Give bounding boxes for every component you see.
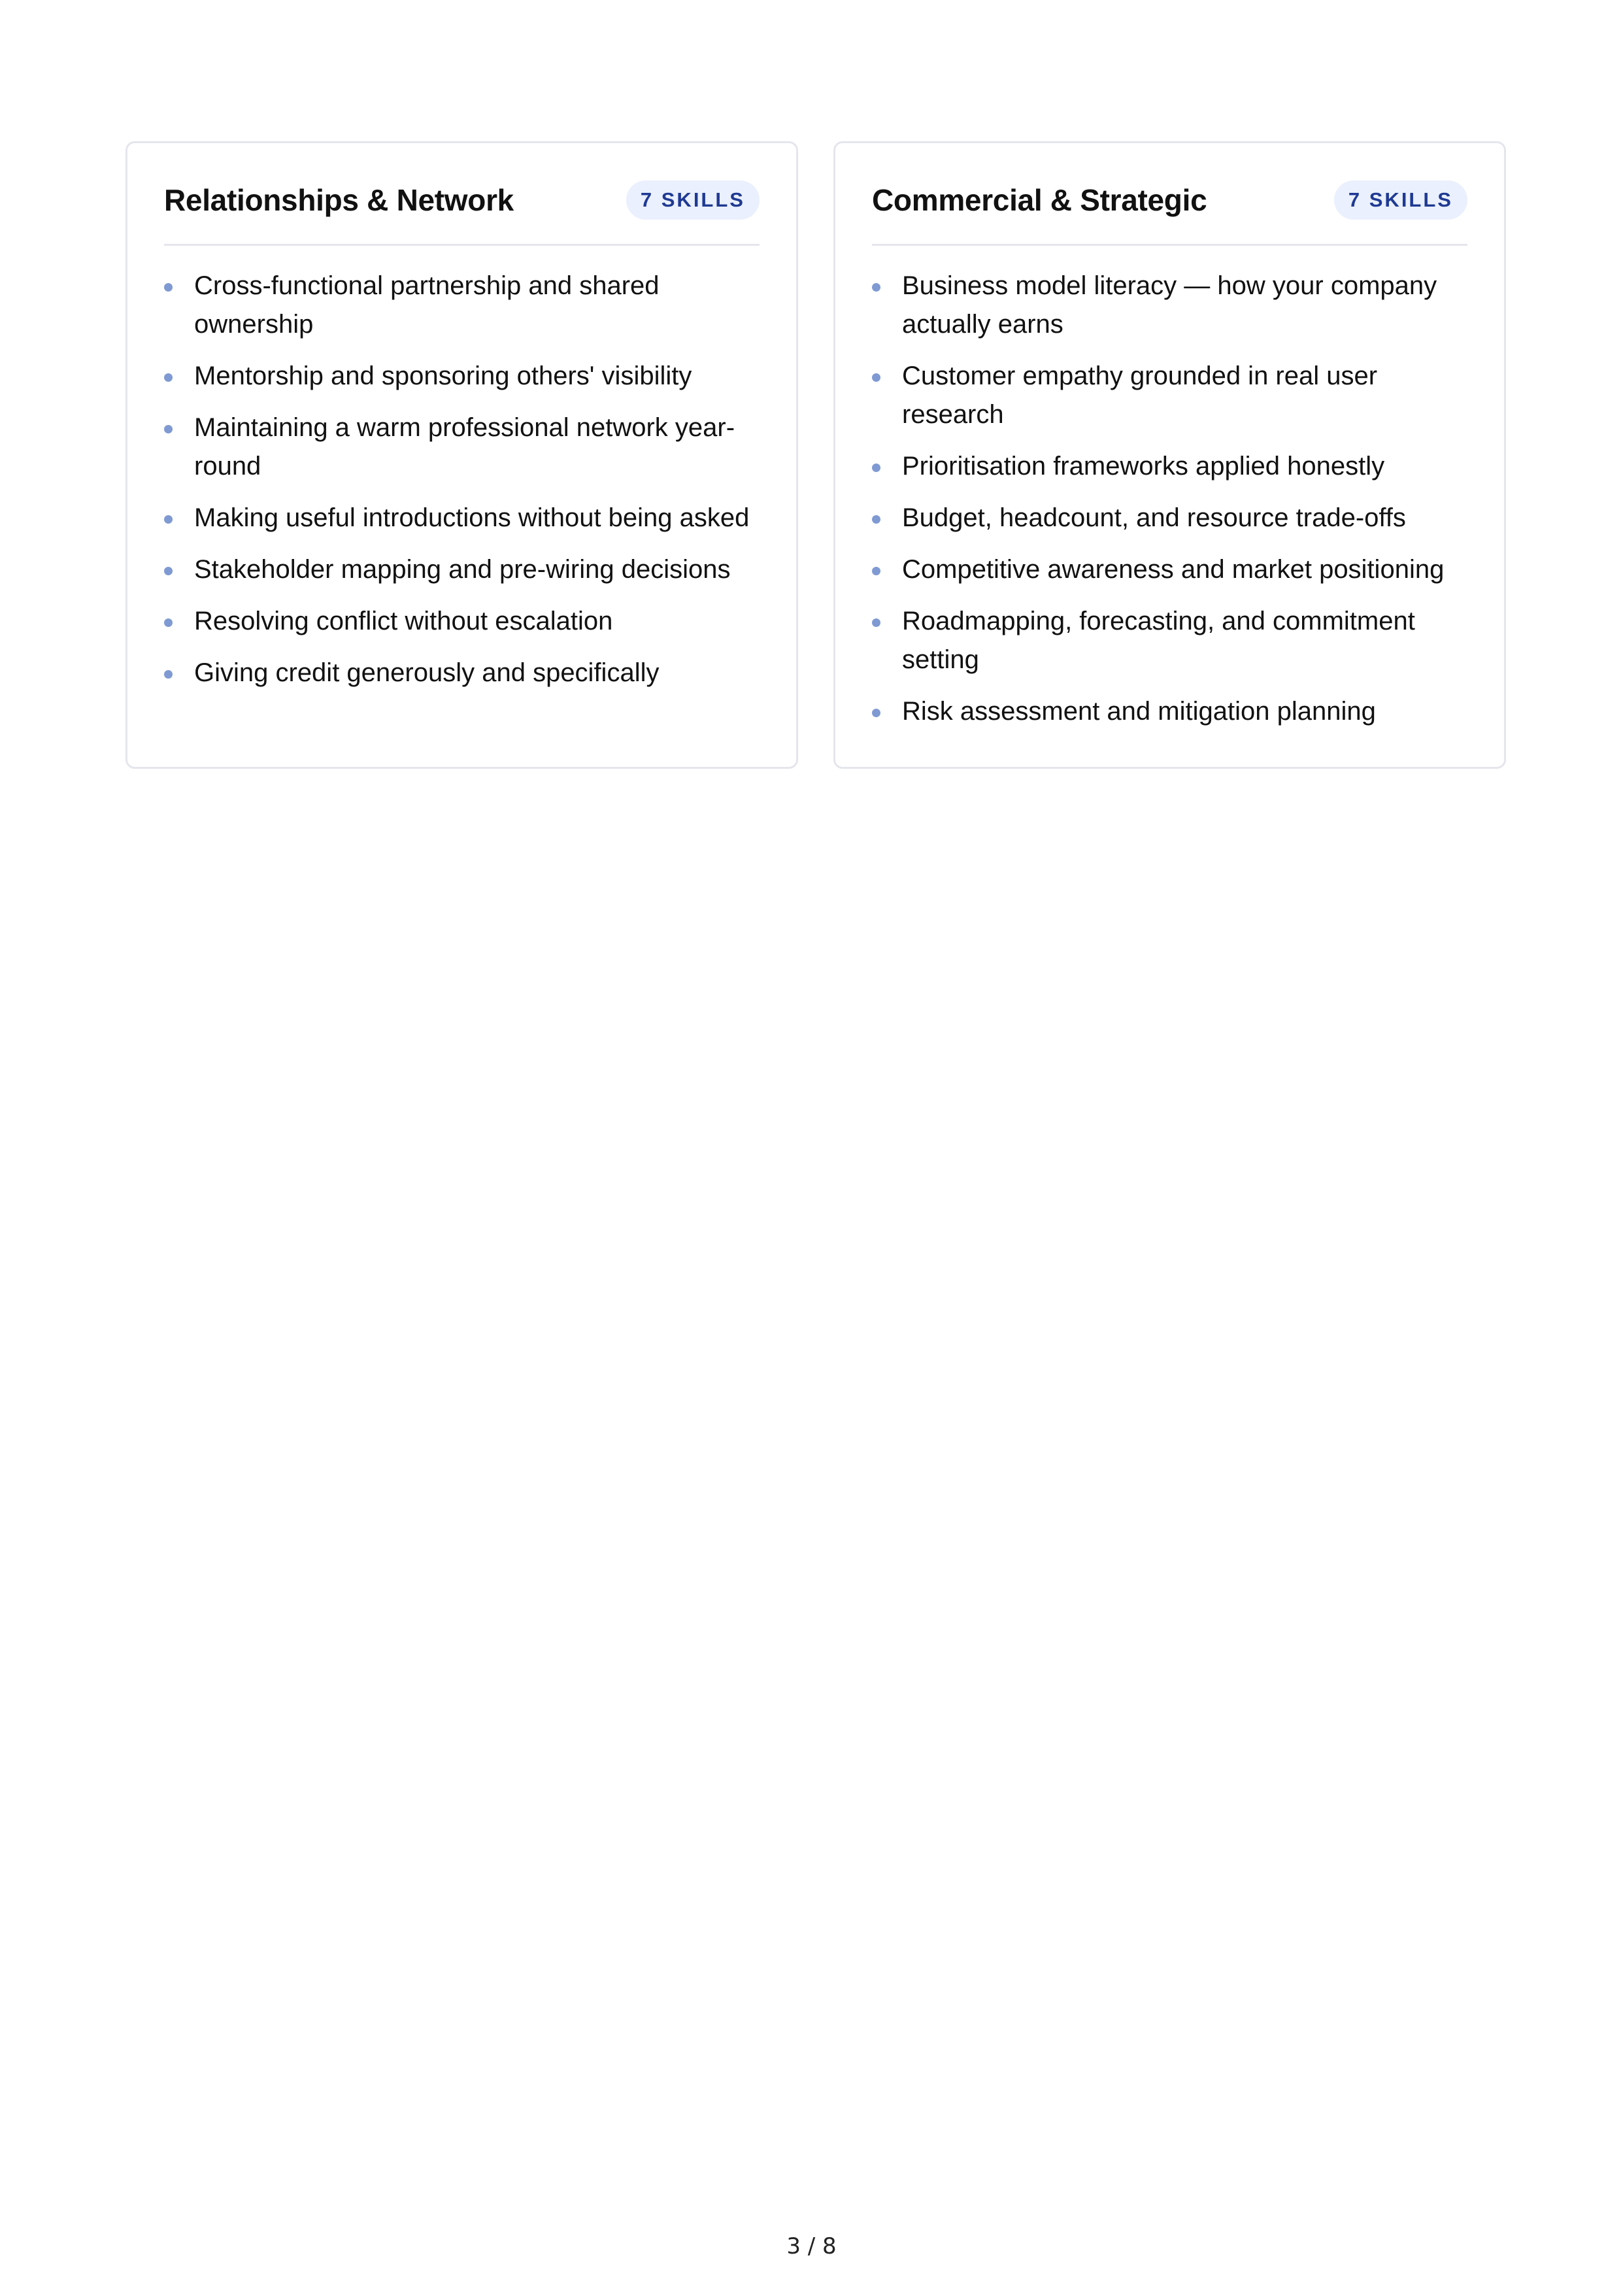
list-item — [164, 357, 760, 396]
list-item — [872, 267, 1467, 344]
skill-text: Making useful introductions without being asked — [194, 503, 750, 532]
skill-text: Cross-functional partnership and shared ownership — [194, 271, 660, 339]
skill-text: Prioritisation frameworks applied honestly — [902, 452, 1385, 481]
bullet-icon — [164, 670, 173, 679]
list-item — [164, 267, 760, 344]
list-item — [164, 550, 760, 589]
skill-text: Customer empathy grounded in real user research — [902, 362, 1378, 429]
skill-list — [164, 246, 760, 692]
skill-text: Stakeholder mapping and pre-wiring decisions — [194, 555, 731, 584]
bullet-icon — [164, 515, 173, 524]
skill-cards — [125, 141, 1506, 769]
list-item — [164, 409, 760, 486]
bullet-icon — [872, 515, 880, 524]
list-item — [872, 550, 1467, 589]
skill-text: Maintaining a warm professional network year-round — [194, 413, 735, 481]
list-item — [872, 692, 1467, 731]
card-header — [164, 180, 760, 246]
bullet-icon — [164, 283, 173, 292]
skill-count-badge: 7 SKILLS — [1334, 180, 1467, 220]
list-item — [164, 602, 760, 641]
bullet-icon — [872, 283, 880, 292]
bullet-icon — [164, 618, 173, 627]
card-commercial-strategic — [833, 141, 1506, 769]
skill-text: Roadmapping, forecasting, and commitment setting — [902, 607, 1415, 674]
bullet-icon — [872, 709, 880, 717]
skill-text: Resolving conflict without escalation — [194, 607, 613, 635]
page-number: 3 / 8 — [786, 2233, 837, 2259]
skill-text: Competitive awareness and market positioning — [902, 555, 1445, 584]
skill-count-badge: 7 SKILLS — [626, 180, 760, 220]
card-title: Relationships & Network — [164, 183, 514, 217]
card-relationships-network — [125, 141, 798, 769]
list-item — [872, 357, 1467, 434]
bullet-icon — [872, 567, 880, 575]
skill-text: Risk assessment and mitigation planning — [902, 697, 1376, 726]
skill-text: Budget, headcount, and resource trade-offs — [902, 503, 1406, 532]
card-header — [872, 180, 1467, 246]
skill-text: Business model literacy — how your company actually earns — [902, 271, 1437, 339]
bullet-icon — [872, 373, 880, 382]
list-item — [872, 499, 1467, 537]
bullet-icon — [164, 425, 173, 433]
list-item — [164, 499, 760, 537]
list-item — [872, 447, 1467, 486]
list-item — [872, 602, 1467, 679]
skill-list — [872, 246, 1467, 731]
bullet-icon — [872, 464, 880, 472]
card-title: Commercial & Strategic — [872, 183, 1207, 217]
skill-text: Giving credit generously and specifically — [194, 658, 660, 687]
skill-text: Mentorship and sponsoring others' visibility — [194, 362, 692, 390]
bullet-icon — [872, 618, 880, 627]
bullet-icon — [164, 567, 173, 575]
bullet-icon — [164, 373, 173, 382]
list-item — [164, 654, 760, 692]
